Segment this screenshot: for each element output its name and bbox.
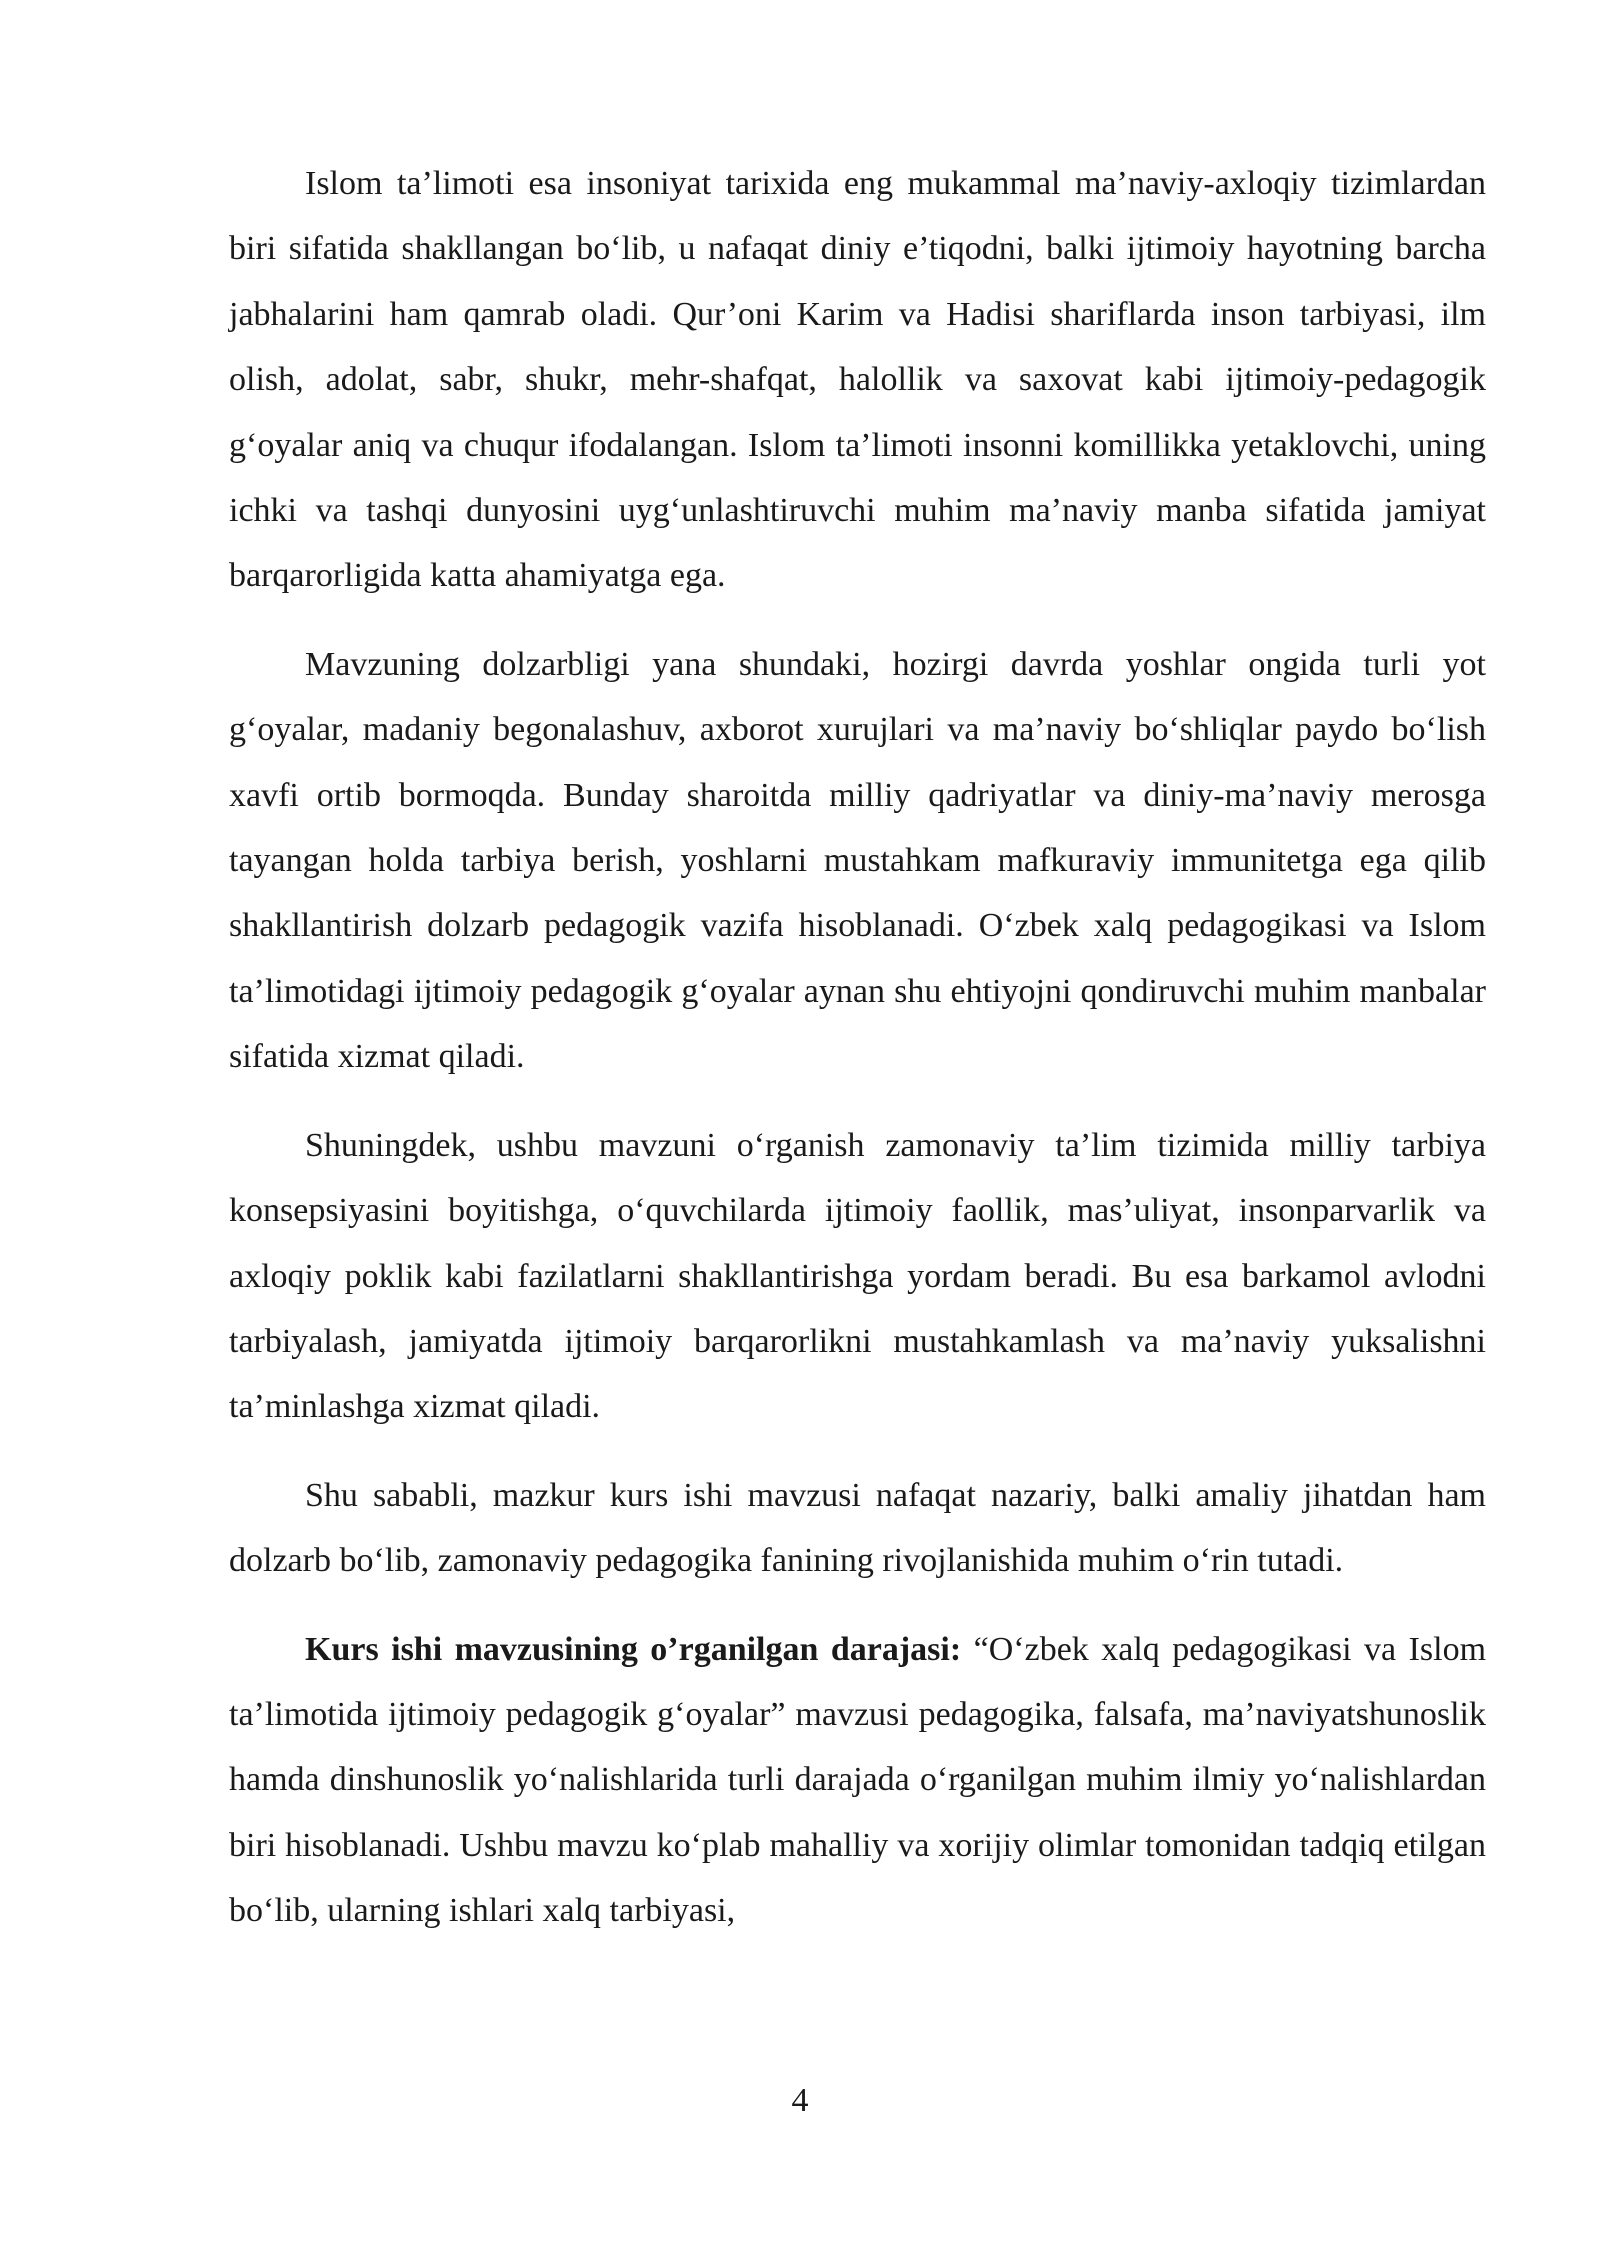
paragraph-islom-talimoti — [229, 151, 1486, 609]
paragraph-text: Shu sababli, mazkur kurs ishi mavzusi nafaqat nazariy, balki amaliy jihatdan ham dolzarb bo‘lib, zamonaviy pedagogika fanining rivojlanishida muhim o‘rin tutadi. — [229, 1476, 1486, 1580]
paragraph-text: Shuningdek, ushbu mavzuni o‘rganish zamonaviy ta’lim tizimida milliy tarbiya konsepsiyasini boyitishga, o‘quvchilarda ijtimoiy faollik, mas’uliyat, insonparvarlik va axloqiy poklik kabi fazilatlarni shakllantirishga yordam beradi. Bu esa barkamol avlodni tarbiyalash, jamiyatda ijtimoiy barqarorlikni mustahkamlash va ma’naviy yuksalishni ta’minlashga xizmat qiladi. — [229, 1126, 1486, 1426]
paragraph-shu-sababli — [229, 1463, 1486, 1594]
paragraph-shuningdek — [229, 1113, 1486, 1440]
document-body — [229, 151, 1486, 1967]
paragraph-text: Islom ta’limoti esa insoniyat tarixida eng mukammal ma’naviy-axloqiy tizimlardan biri sifatida shakllangan bo‘lib, u nafaqat diniy e’tiqodni, balki ijtimoiy hayotning barcha jabhalarini ham qamrab oladi. Qur’oni Karim va Hadisi shariflarda inson tarbiyasi, ilm olish, adolat, sabr, shukr, mehr-shafqat, halollik va saxovat kabi ijtimoiy-pedagogik g‘oyalar aniq va chuqur ifodalangan. Islom ta’limoti insonni komillikka yetaklovchi, uning ichki va tashqi dunyosini uyg‘unlashtiruvchi muhim ma’naviy manba sifatida jamiyat barqarorligida katta ahamiyatga ega. — [229, 165, 1486, 595]
paragraph-text: Mavzuning dolzarbligi yana shundaki, hozirgi davrda yoshlar ongida turli yot g‘oyalar, madaniy begonalashuv, axborot xurujlari va ma’naviy bo‘shliqlar paydo bo‘lish xavfi ortib bormoqda. Bunday sharoitda milliy qadriyatlar va diniy-ma’naviy merosga tayangan holda tarbiya berish, yoshlarni mustahkam mafkuraviy immunitetga ega qilib shakllantirish dolzarb pedagogik vazifa hisoblanadi. O‘zbek xalq pedagogikasi va Islom ta’limotidagi ijtimoiy pedagogik g‘oyalar aynan shu ehtiyojni qondiruvchi muhim manbalar sifatida xizmat qiladi. — [229, 645, 1486, 1076]
page-number: 4 — [791, 2082, 809, 2119]
paragraph-mavzu-dolzarbligi — [229, 632, 1486, 1090]
section-heading: Kurs ishi mavzusining o’rganilgan darajasi: — [305, 1630, 962, 1668]
paragraph-text: “O‘zbek xalq pedagogikasi va Islom ta’limotida ijtimoiy pedagogik g‘oyalar” mavzusi pedagogika, falsafa, ma’naviyatshunoslik hamda dinshunoslik yo‘nalishlarida turli darajada o‘rganilgan muhim ilmiy yo‘nalishlardan biri hisoblanadi. Ushbu mavzu ko‘plab mahalliy va xorijiy olimlar tomonidan tadqiq etilgan bo‘lib, ularning ishlari xalq tarbiyasi, — [229, 1630, 1487, 1930]
paragraph-organilgan-darajasi — [229, 1617, 1486, 1944]
